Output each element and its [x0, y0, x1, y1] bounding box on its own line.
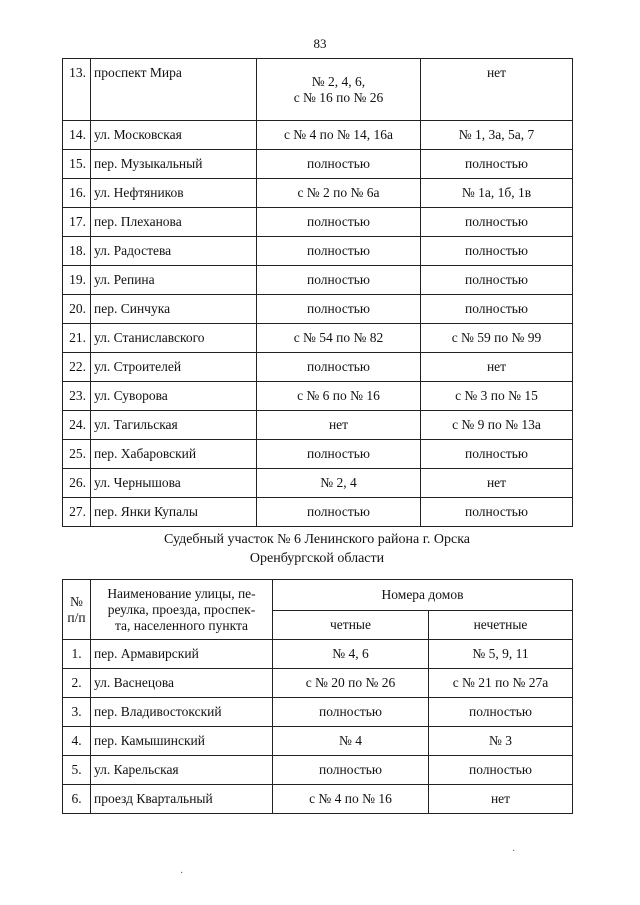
table-row [63, 698, 573, 727]
table-row [63, 469, 573, 498]
street-name: ул. Карельская [91, 756, 273, 785]
even-houses: полностью [257, 208, 421, 237]
even-houses [257, 59, 421, 121]
even-houses: полностью [257, 440, 421, 469]
row-number: 25. [63, 440, 91, 469]
row-number: 24. [63, 411, 91, 440]
street-table-continued [62, 58, 573, 527]
even-houses: полностью [257, 150, 421, 179]
table-row [63, 411, 573, 440]
odd-houses: нет [421, 353, 573, 382]
odd-houses: полностью [421, 208, 573, 237]
even-houses: с № 2 по № 6а [257, 179, 421, 208]
row-number: 21. [63, 324, 91, 353]
scan-dot: · [512, 846, 516, 857]
street-name: ул. Чернышова [91, 469, 257, 498]
table-row [63, 295, 573, 324]
street-name: ул. Васнецова [91, 669, 273, 698]
row-number: 22. [63, 353, 91, 382]
table-row [63, 756, 573, 785]
row-number: 5. [63, 756, 91, 785]
row-number: 3. [63, 698, 91, 727]
header-number [63, 580, 91, 640]
scan-dot: · [180, 868, 184, 879]
table-row [63, 150, 573, 179]
even-houses: нет [257, 411, 421, 440]
street-name: ул. Нефтяников [91, 179, 257, 208]
street-name: ул. Московская [91, 121, 257, 150]
row-number: 19. [63, 266, 91, 295]
even-houses: № 4 [273, 727, 429, 756]
header-even: четные [273, 611, 429, 640]
odd-houses: полностью [421, 498, 573, 527]
row-number: 13. [63, 59, 91, 121]
section-heading [62, 530, 572, 568]
odd-houses: нет [421, 469, 573, 498]
header-odd: нечетные [429, 611, 573, 640]
table-row [63, 669, 573, 698]
row-number: 23. [63, 382, 91, 411]
street-name: пер. Синчука [91, 295, 257, 324]
section-heading-line2: Оренбургской области [249, 551, 385, 566]
odd-houses: полностью [421, 440, 573, 469]
row-number: 4. [63, 727, 91, 756]
odd-houses: с № 9 по № 13а [421, 411, 573, 440]
row-number: 17. [63, 208, 91, 237]
odd-houses: полностью [429, 698, 573, 727]
street-name: проспект Мира [91, 59, 257, 121]
odd-houses: с № 21 по № 27а [429, 669, 573, 698]
header-number-line1: № [70, 593, 83, 609]
header-street-line3: та, населенного пункта [114, 617, 249, 633]
street-name: пер. Камышинский [91, 727, 273, 756]
street-name: пер. Плеханова [91, 208, 257, 237]
even-houses-line2: с № 16 по № 26 [293, 89, 384, 105]
even-houses: с № 4 по № 16 [273, 785, 429, 814]
street-name: проезд Квартальный [91, 785, 273, 814]
odd-houses: полностью [421, 150, 573, 179]
even-houses-line1: № 2, 4, 6, [311, 73, 366, 89]
table-row [63, 266, 573, 295]
table-row [63, 382, 573, 411]
header-street-line1: Наименование улицы, пе- [107, 585, 256, 601]
row-number: 15. [63, 150, 91, 179]
row-number: 2. [63, 669, 91, 698]
even-houses: полностью [257, 498, 421, 527]
header-number-line2: п/п [67, 609, 86, 625]
even-houses: полностью [257, 237, 421, 266]
odd-houses: нет [421, 59, 573, 121]
odd-houses: с № 3 по № 15 [421, 382, 573, 411]
street-name: ул. Тагильская [91, 411, 257, 440]
even-houses: с № 20 по № 26 [273, 669, 429, 698]
odd-houses: № 5, 9, 11 [429, 640, 573, 669]
odd-houses: нет [429, 785, 573, 814]
even-houses: № 4, 6 [273, 640, 429, 669]
odd-houses: № 1, 3а, 5а, 7 [421, 121, 573, 150]
street-name: пер. Музыкальный [91, 150, 257, 179]
odd-houses: полностью [421, 237, 573, 266]
table-row [63, 324, 573, 353]
even-houses: с № 4 по № 14, 16а [257, 121, 421, 150]
even-houses: № 2, 4 [257, 469, 421, 498]
street-table [62, 579, 573, 814]
even-houses: полностью [273, 756, 429, 785]
row-number: 14. [63, 121, 91, 150]
street-name: пер. Хабаровский [91, 440, 257, 469]
row-number: 1. [63, 640, 91, 669]
street-name: ул. Радостева [91, 237, 257, 266]
odd-houses: полностью [421, 266, 573, 295]
table-row [63, 640, 573, 669]
street-name: ул. Репина [91, 266, 257, 295]
table-row [63, 121, 573, 150]
table-row [63, 237, 573, 266]
table-header-row [63, 580, 573, 611]
street-name: пер. Янки Купалы [91, 498, 257, 527]
row-number: 27. [63, 498, 91, 527]
even-houses: полностью [257, 266, 421, 295]
even-houses: полностью [257, 353, 421, 382]
header-street-name [91, 580, 273, 640]
row-number: 6. [63, 785, 91, 814]
table-row [63, 353, 573, 382]
street-name: пер. Армавирский [91, 640, 273, 669]
street-name: ул. Строителей [91, 353, 257, 382]
odd-houses: полностью [421, 295, 573, 324]
row-number: 18. [63, 237, 91, 266]
table-row [63, 440, 573, 469]
odd-houses: полностью [429, 756, 573, 785]
header-house-numbers: Номера домов [273, 580, 573, 611]
odd-houses: № 3 [429, 727, 573, 756]
even-houses: с № 54 по № 82 [257, 324, 421, 353]
even-houses: полностью [257, 295, 421, 324]
page-number: 83 [313, 36, 327, 51]
table-row [63, 498, 573, 527]
table-row [63, 727, 573, 756]
header-street-line2: реулка, проезда, проспек- [107, 601, 256, 617]
street-name: ул. Станиславского [91, 324, 257, 353]
row-number: 26. [63, 469, 91, 498]
odd-houses: с № 59 по № 99 [421, 324, 573, 353]
even-houses: с № 6 по № 16 [257, 382, 421, 411]
table-row [63, 179, 573, 208]
odd-houses: № 1а, 1б, 1в [421, 179, 573, 208]
row-number: 20. [63, 295, 91, 324]
street-name: ул. Суворова [91, 382, 257, 411]
table-row [63, 785, 573, 814]
row-number: 16. [63, 179, 91, 208]
table-row [63, 208, 573, 237]
table-row [63, 59, 573, 121]
section-heading-line1: Судебный участок № 6 Ленинского района г. Орска [163, 532, 470, 547]
even-houses: полностью [273, 698, 429, 727]
street-name: пер. Владивостокский [91, 698, 273, 727]
